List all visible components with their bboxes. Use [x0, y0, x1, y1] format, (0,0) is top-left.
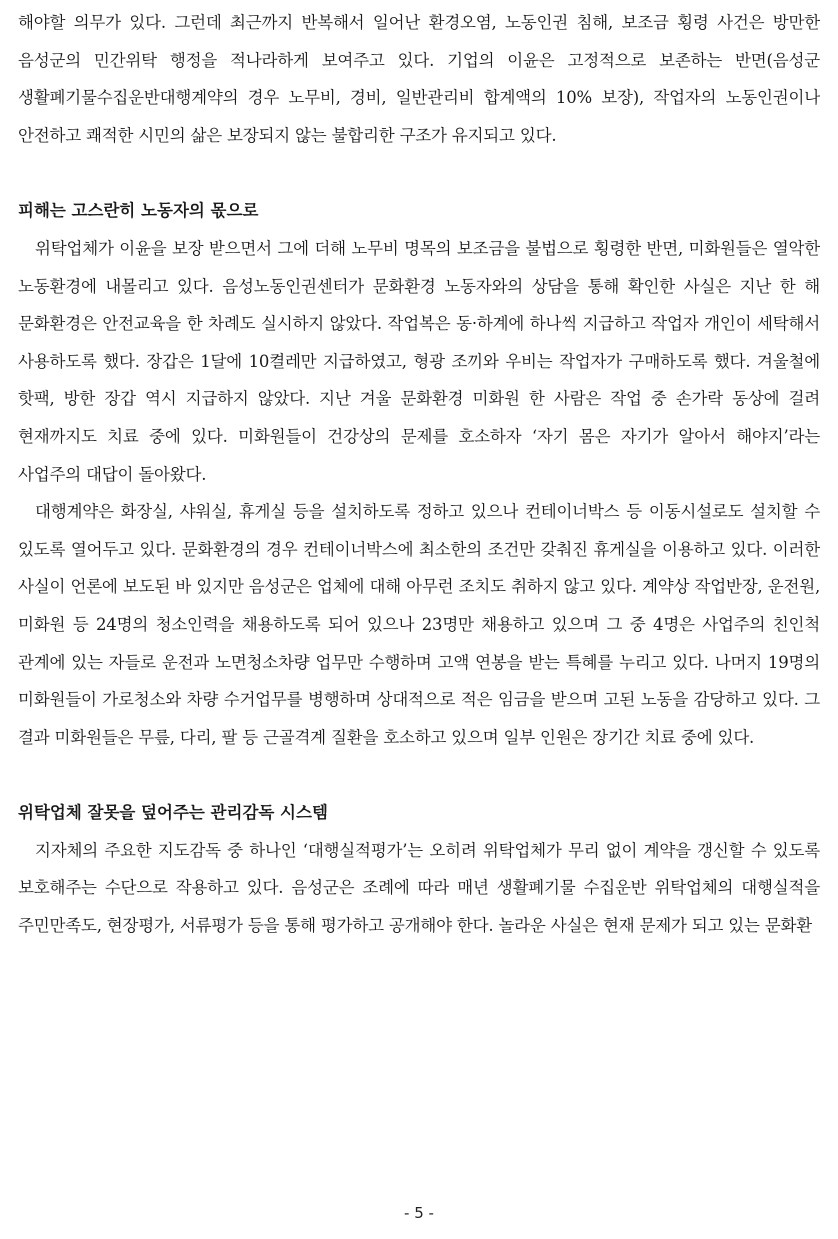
spacer	[18, 154, 820, 192]
spacer	[18, 756, 820, 794]
paragraph-intro: 해야할 의무가 있다. 그런데 최근까지 반복해서 일어난 환경오염, 노동인권 침해, 보조금 횡령 사건은 방만한 음성군의 민간위탁 행정을 적나라하게 보여주고 있다. 기업의 이윤은 고정적으로 보존하는 반면(음성군 생활폐기물수집운반대행계약의 경우 노무비, 경비, 일반관리비 합계액의 10% 보장), 작업자의 노동인권이나 안전하고 쾌적한 시민의 삶은 보장되지 않는 불합리한 구조가 유지되고 있다.	[18, 13, 820, 145]
section-heading-oversight: 위탁업체 잘못을 덮어주는 관리감독 시스템	[18, 803, 328, 823]
paragraph-facilities-staffing: 대행계약은 화장실, 샤워실, 휴게실 등을 설치하도록 정하고 있으나 컨테이너박스 등 이동시설로도 설치할 수 있도록 열어두고 있다. 문화환경의 경우 컨테이너박스에 최소한의 조건만 갖춰진 휴게실을 이용하고 있다. 이러한 사실이 언론에 보도된 바 있지만 음성군은 업체에 대해 아무런 조치도 취하지 않고 있다. 계약상 작업반장, 운전원, 미화원 등 24명의 청소인력을 채용하도록 되어 있으나 23명만 채용하고 있으며 그 중 4명은 사업주의 친인척 관계에 있는 자들로 운전과 노면청소차량 업무만 수행하며 고액 연봉을 받는 특혜를 누리고 있다. 나머지 19명의 미화원들이 가로청소와 차량 수거업무를 병행하며 상대적으로 적은 임금을 받으며 고된 노동을 감당하고 있다. 그 결과 미화원들은 무릎, 다리, 팔 등 근골격계 질환을 호소하고 있으며 일부 인원은 장기간 치료 중에 있다.	[18, 502, 821, 747]
page-number: - 5 -	[404, 1204, 434, 1222]
section-heading-workers: 피해는 고스란히 노동자의 몫으로	[18, 201, 259, 221]
paragraph-evaluation: 지자체의 주요한 지도감독 중 하나인 ‘대행실적평가’는 오히려 위탁업체가 무리 없이 계약을 갱신할 수 있도록 보호해주는 수단으로 작용하고 있다. 음성군은 조례에 따라 매년 생활폐기물 수집운반 위탁업체의 대행실적을 주민만족도, 현장평가, 서류평가 등을 통해 평가하고 공개해야 한다. 놀라운 사실은 현재 문제가 되고 있는 문화환	[18, 840, 820, 936]
paragraph-labor-conditions: 위탁업체가 이윤을 보장 받으면서 그에 더해 노무비 명목의 보조금을 불법으로 횡령한 반면, 미화원들은 열악한 노동환경에 내몰리고 있다. 음성노동인권센터가 문화환경 노동자와의 상담을 통해 확인한 사실은 지난 한 해 문화환경은 안전교육을 한 차례도 실시하지 않았다. 작업복은 동·하계에 하나씩 지급하고 작업자 개인이 세탁해서 사용하도록 했다. 장갑은 1달에 10켤레만 지급하였고, 형광 조끼와 우비는 작업자가 구매하도록 했다. 겨울철에 핫팩, 방한 장갑 역시 지급하지 않았다. 지난 겨울 문화환경 미화원 한 사람은 작업 중 손가락 동상에 걸려 현재까지도 치료 중에 있다. 미화원들이 건강상의 문제를 호소하자 ‘자기 몸은 자기가 알아서 해야지’라는 사업주의 대답이 돌아왔다.	[18, 238, 820, 484]
document-body	[18, 4, 820, 945]
